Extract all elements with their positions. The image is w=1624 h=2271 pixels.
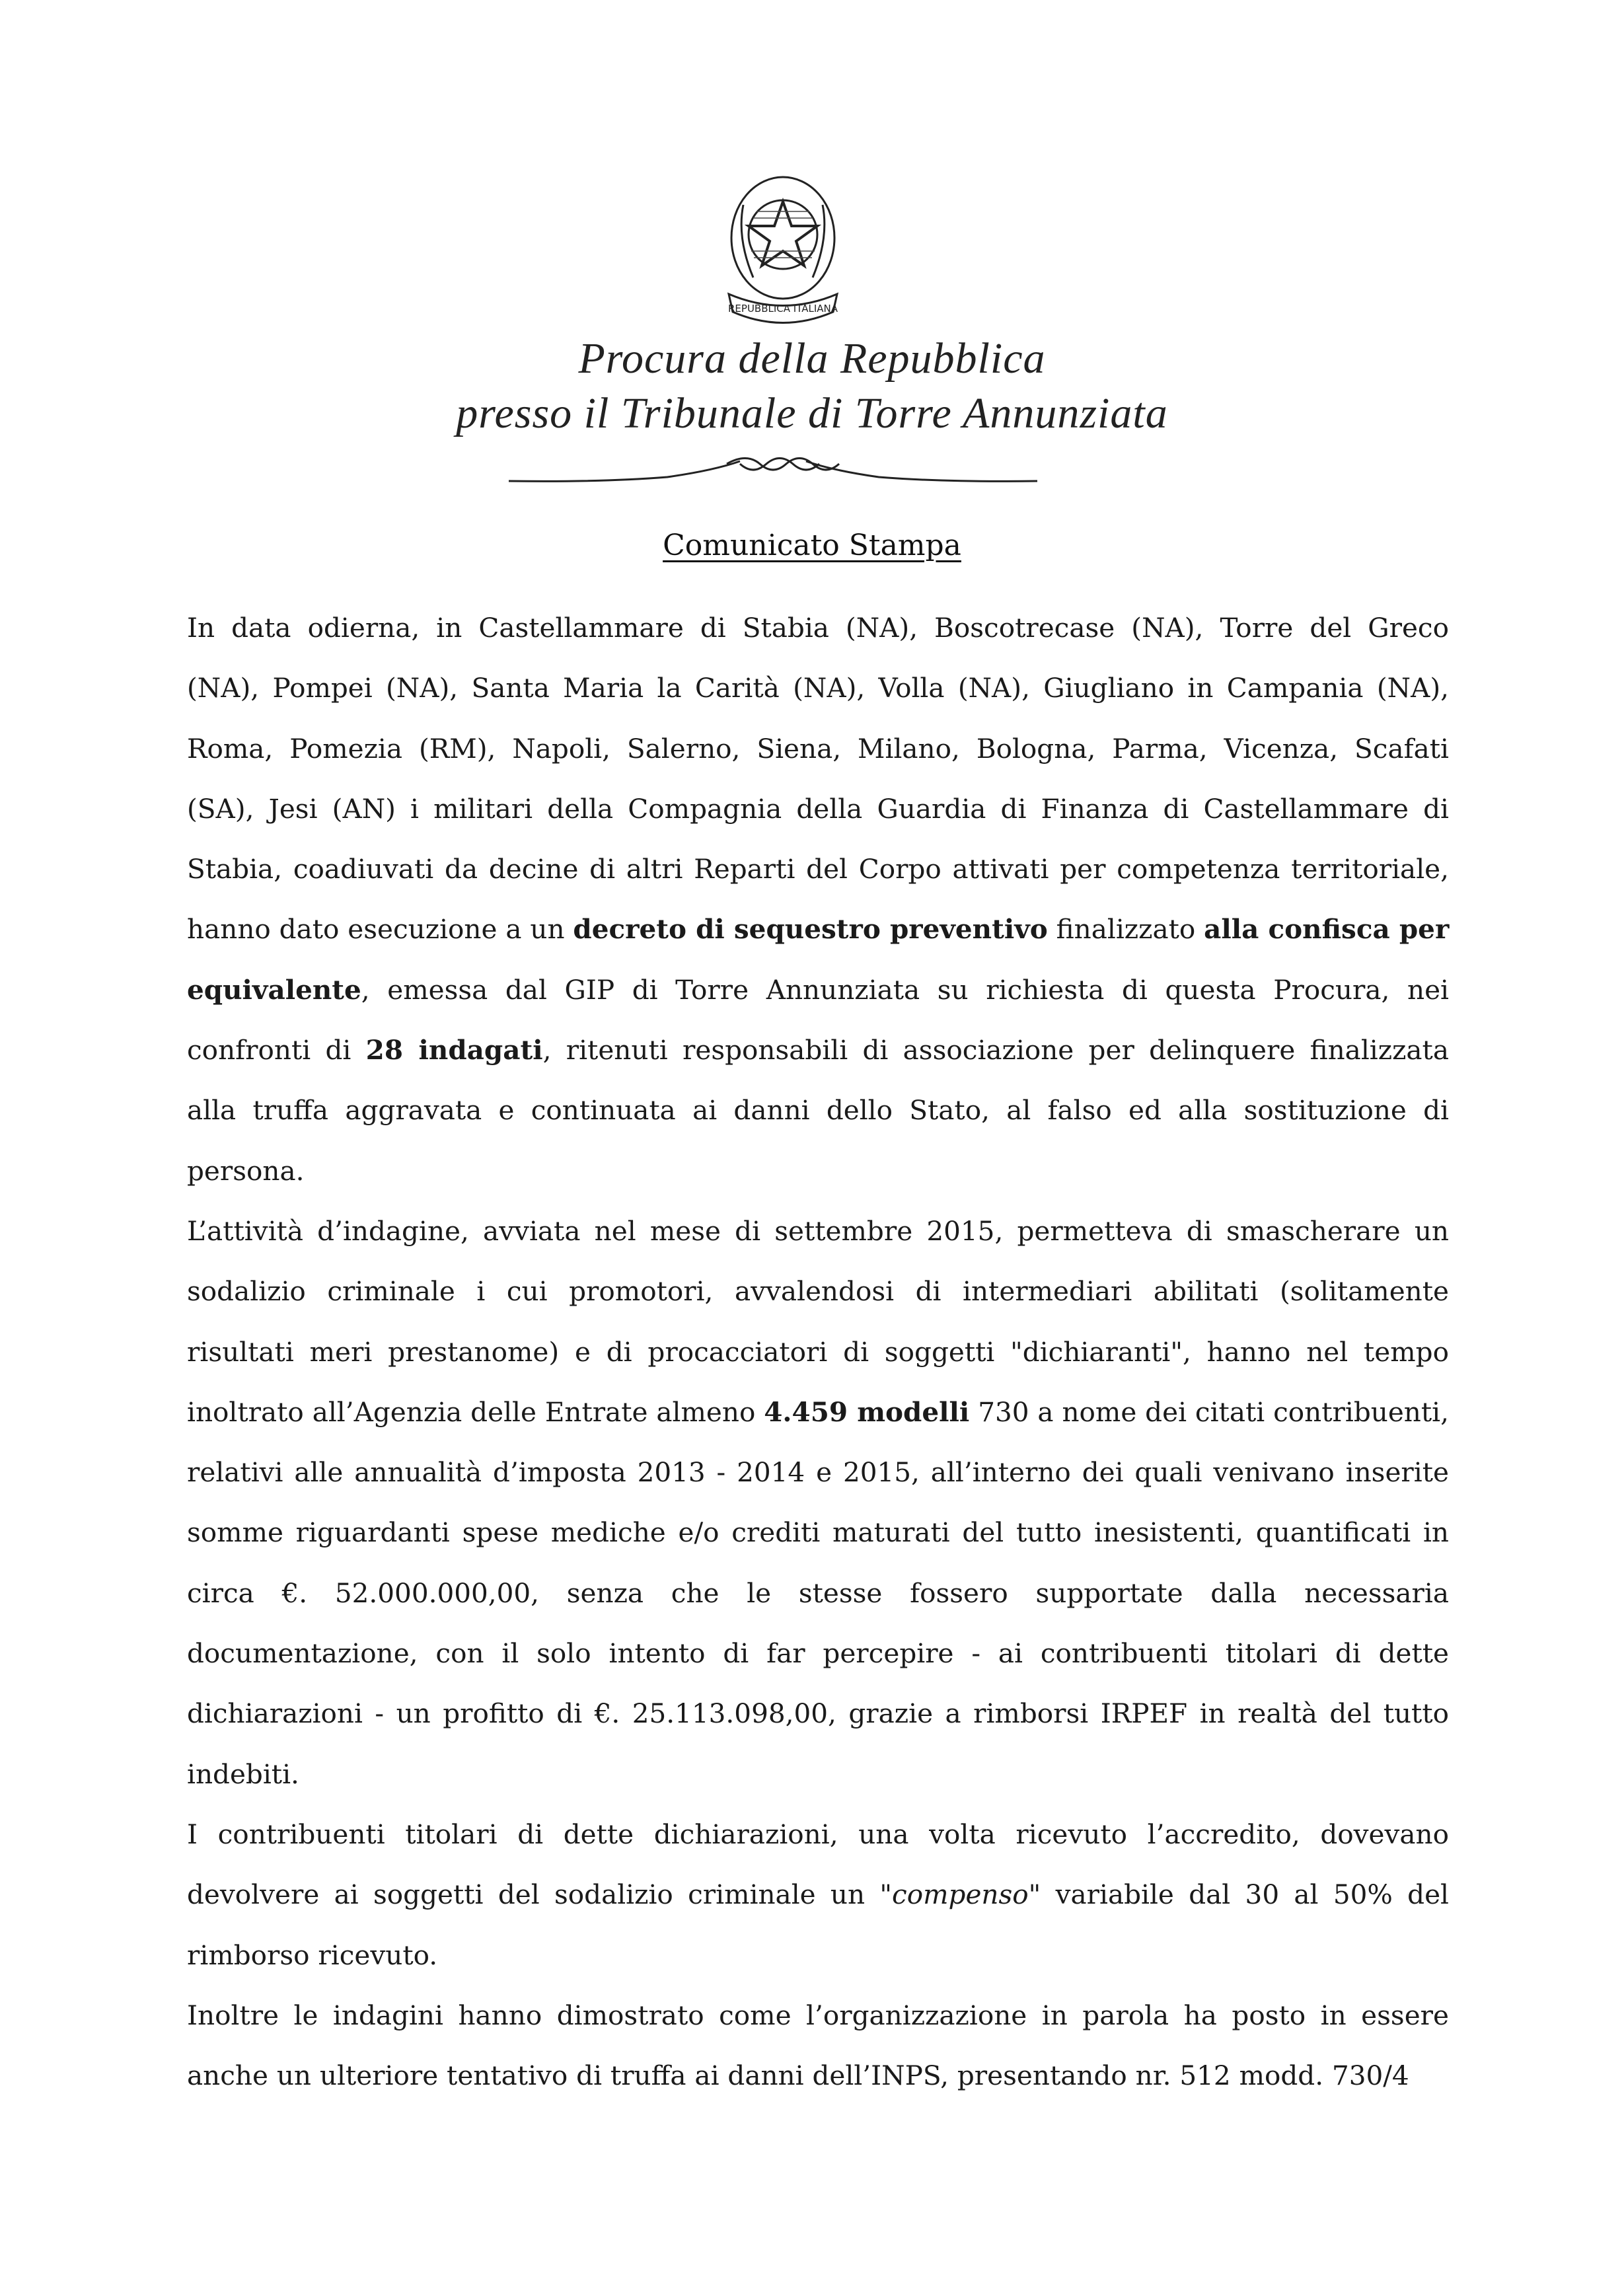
office-title-line1: Procura della Repubblica <box>578 334 1046 383</box>
body-text-line: circa €. 52.000.000,00, senza che le stesse fossero supportate dalla necessaria <box>187 1577 1449 1609</box>
emblem-ribbon-text: REPUBBLICA ITALIANA <box>728 303 838 315</box>
bold-emphasis: 28 indagati <box>365 1034 543 1066</box>
body-text-line: documentazione, con il solo intento di far percepire - ai contribuenti titolari di dette <box>187 1637 1449 1670</box>
body-text-line: risultati meri prestanome) e di procacciatori di soggetti "dichiaranti", hanno nel tempo <box>187 1335 1449 1368</box>
bold-emphasis: equivalente <box>187 973 361 1006</box>
body-text-line: (SA), Jesi (AN) i militari della Compagnia della Guardia di Finanza di Castellammare di <box>187 792 1449 825</box>
body-text-line: Roma, Pomezia (RM), Napoli, Salerno, Siena, Milano, Bologna, Parma, Vicenza, Scafati <box>187 732 1449 764</box>
body-text-line: alla truffa aggravata e continuata ai danni dello Stato, al falso ed alla sostituzione di <box>187 1094 1449 1127</box>
body-text-line: somme riguardanti spese mediche e/o crediti maturati del tutto inesistenti, quantificati in <box>187 1516 1449 1549</box>
body-text-line: (NA), Pompei (NA), Santa Maria la Carità (NA), Volla (NA), Giugliano in Campania (NA), <box>187 672 1449 704</box>
body-text-line: equivalente, emessa dal GIP di Torre Annunziata su richiesta di questa Procura, nei <box>187 973 1449 1006</box>
body-text-line: relativi alle annualità d’imposta 2013 - 2014 e 2015, all’interno dei quali venivano inserite <box>187 1456 1449 1489</box>
body-text-line: I contribuenti titolari di dette dichiarazioni, una volta ricevuto l’accredito, dovevano <box>187 1818 1449 1850</box>
body-text-line: In data odierna, in Castellammare di Stabia (NA), Boscotrecase (NA), Torre del Greco <box>187 612 1449 644</box>
body-text-line: sodalizio criminale i cui promotori, avvalendosi di intermediari abilitati (solitamente <box>187 1275 1449 1308</box>
office-title-line2: presso il Tribunale di Torre Annunziata <box>456 389 1168 437</box>
bold-emphasis: 4.459 modelli <box>764 1396 970 1428</box>
body-text-line: L’attività d’indagine, avviata nel mese di settembre 2015, permetteva di smascherare un <box>187 1214 1449 1247</box>
bold-emphasis: decreto di sequestro preventivo <box>573 913 1048 946</box>
bold-emphasis: alla confisca per <box>1204 913 1450 946</box>
press-release-title <box>0 529 1624 562</box>
body-text-line: Stabia, coadiuvati da decine di altri Reparti del Corpo attivati per competenza territoriale, <box>187 853 1449 885</box>
decorative-flourish-icon <box>502 449 1044 489</box>
body-text-line: indebiti. <box>187 1758 299 1790</box>
body-text-line: hanno dato esecuzione a un decreto di sequestro preventivo finalizzato alla confisca per <box>187 913 1450 946</box>
press-release-body <box>187 598 1449 2106</box>
body-text-line: persona. <box>187 1154 305 1187</box>
press-release-title-text: Comunicato Stampa <box>663 529 961 562</box>
body-text-line: dichiarazioni - un profitto di €. 25.113.098,00, grazie a rimborsi IRPEF in realtà del tutto <box>187 1697 1449 1730</box>
body-text-line: inoltrato all’Agenzia delle Entrate almeno 4.459 modelli 730 a nome dei citati contribuenti, <box>187 1396 1449 1428</box>
italian-republic-emblem-icon <box>717 165 849 330</box>
italic-emphasis: compenso <box>892 1879 1029 1911</box>
body-text-line: anche un ulteriore tentativo di truffa ai danni dell’INPS, presentando nr. 512 modd. 730/4 <box>187 2060 1409 2092</box>
body-text-line: Inoltre le indagini hanno dimostrato come l’organizzazione in parola ha posto in essere <box>187 1999 1449 2031</box>
body-text-line: confronti di 28 indagati, ritenuti responsabili di associazione per delinquere finalizzata <box>187 1034 1449 1066</box>
body-text-line: rimborso ricevuto. <box>187 1939 438 1971</box>
body-text-line: devolvere ai soggetti del sodalizio criminale un "compenso" variabile dal 30 al 50% del <box>187 1879 1449 1911</box>
